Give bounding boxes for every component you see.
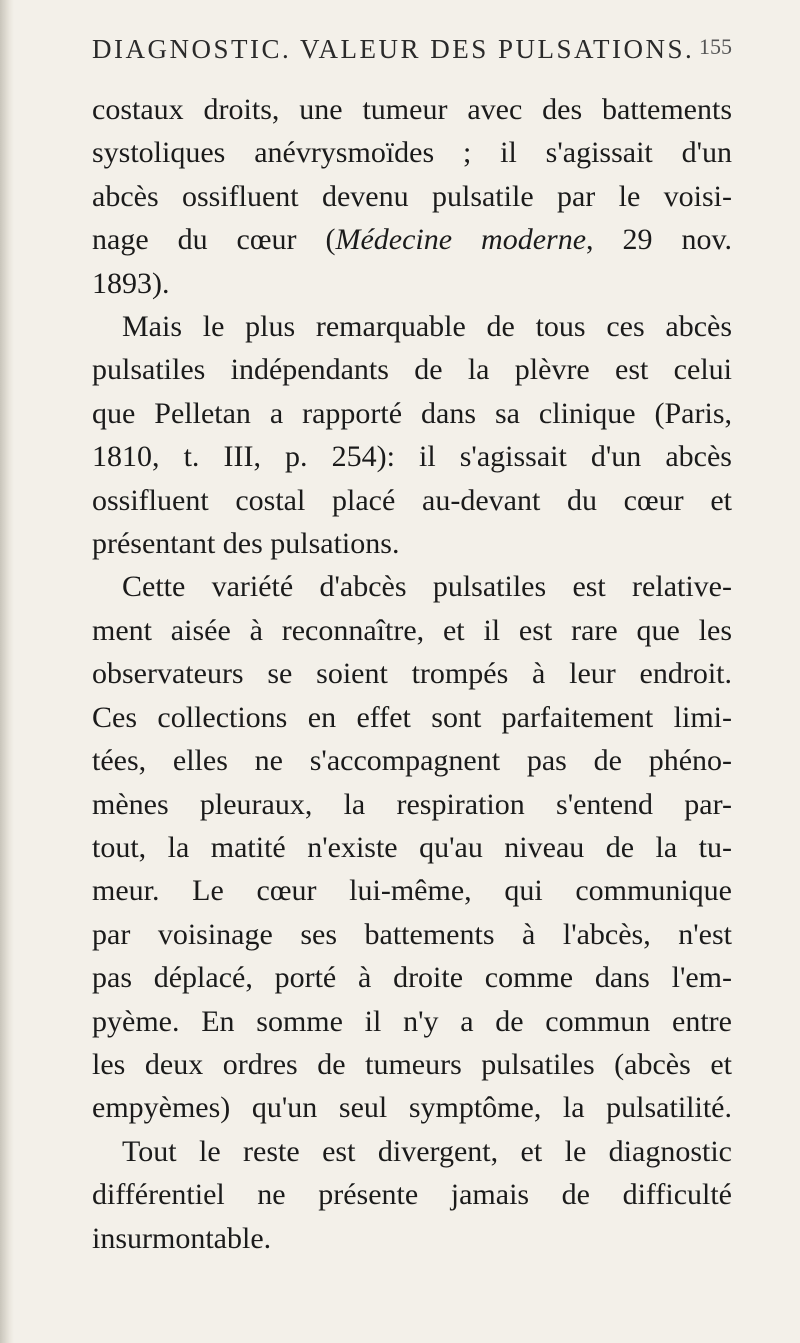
text-line: 1810, t. III, p. 254): il s'agissait d'un abcès <box>92 440 732 474</box>
running-title: DIAGNOSTIC. VALEUR DES PULSATIONS. <box>92 34 695 64</box>
text-line: présentant des pulsations. <box>92 527 400 561</box>
text-line: Mais le plus remarquable de tous ces abcès <box>122 310 732 344</box>
text-line: Ces collections en effet sont parfaitement limi- <box>92 700 732 734</box>
page-number: 155 <box>699 34 732 59</box>
paragraph-1 <box>92 88 732 305</box>
text-line: Cette variété d'abcès pulsatiles est relative- <box>122 570 732 604</box>
text-line: tout, la matité n'existe qu'au niveau de la tu- <box>92 830 732 864</box>
paragraph-4 <box>92 1130 732 1260</box>
text-line: les deux ordres de tumeurs pulsatiles (abcès et <box>92 1047 732 1081</box>
text-line: ossifluent costal placé au-devant du cœur et <box>92 483 732 517</box>
text-line: ment aisée à reconnaître, et il est rare que les <box>92 613 732 647</box>
text-line: différentiel ne présente jamais de difficulté <box>92 1178 732 1212</box>
text-line: abcès ossifluent devenu pulsatile par le voisi- <box>92 179 732 213</box>
journal-title: Médecine moderne <box>335 223 587 257</box>
text-fragment: , 29 nov. <box>586 223 732 257</box>
text-line: mènes pleuraux, la respiration s'entend par- <box>92 787 732 821</box>
text-line: meur. Le cœur lui-même, qui communique <box>92 874 732 908</box>
text-line: tées, elles ne s'accompagnent pas de phéno- <box>92 744 732 778</box>
text-line: pulsatiles indépendants de la plèvre est celui <box>92 353 732 387</box>
text-fragment: nage du cœur ( <box>92 223 336 257</box>
text-line: systoliques anévrysmoïdes ; il s'agissait d'un <box>92 136 732 170</box>
text-line: pyème. En somme il n'y a de commun entre <box>92 1004 732 1038</box>
text-line-with-citation <box>92 218 732 261</box>
text-line: par voisinage ses battements à l'abcès, n'est <box>92 917 732 951</box>
text-line: observateurs se soient trompés à leur endroit. <box>92 657 732 691</box>
page-header <box>92 34 732 74</box>
text-line: pas déplacé, porté à droite comme dans l'em- <box>92 961 732 995</box>
text-line: que Pelletan a rapporté dans sa clinique (Paris, <box>92 396 732 430</box>
text-line: 1893). <box>92 266 170 300</box>
text-line: Tout le reste est divergent, et le diagnostic <box>122 1134 732 1168</box>
text-line: insurmontable. <box>92 1221 272 1255</box>
text-line: empyèmes) qu'un seul symptôme, la pulsatilité. <box>92 1091 732 1125</box>
paragraph-2 <box>92 305 732 565</box>
paragraph-3 <box>92 565 732 1129</box>
body-text <box>92 88 732 1260</box>
text-line: costaux droits, une tumeur avec des battements <box>92 93 732 126</box>
